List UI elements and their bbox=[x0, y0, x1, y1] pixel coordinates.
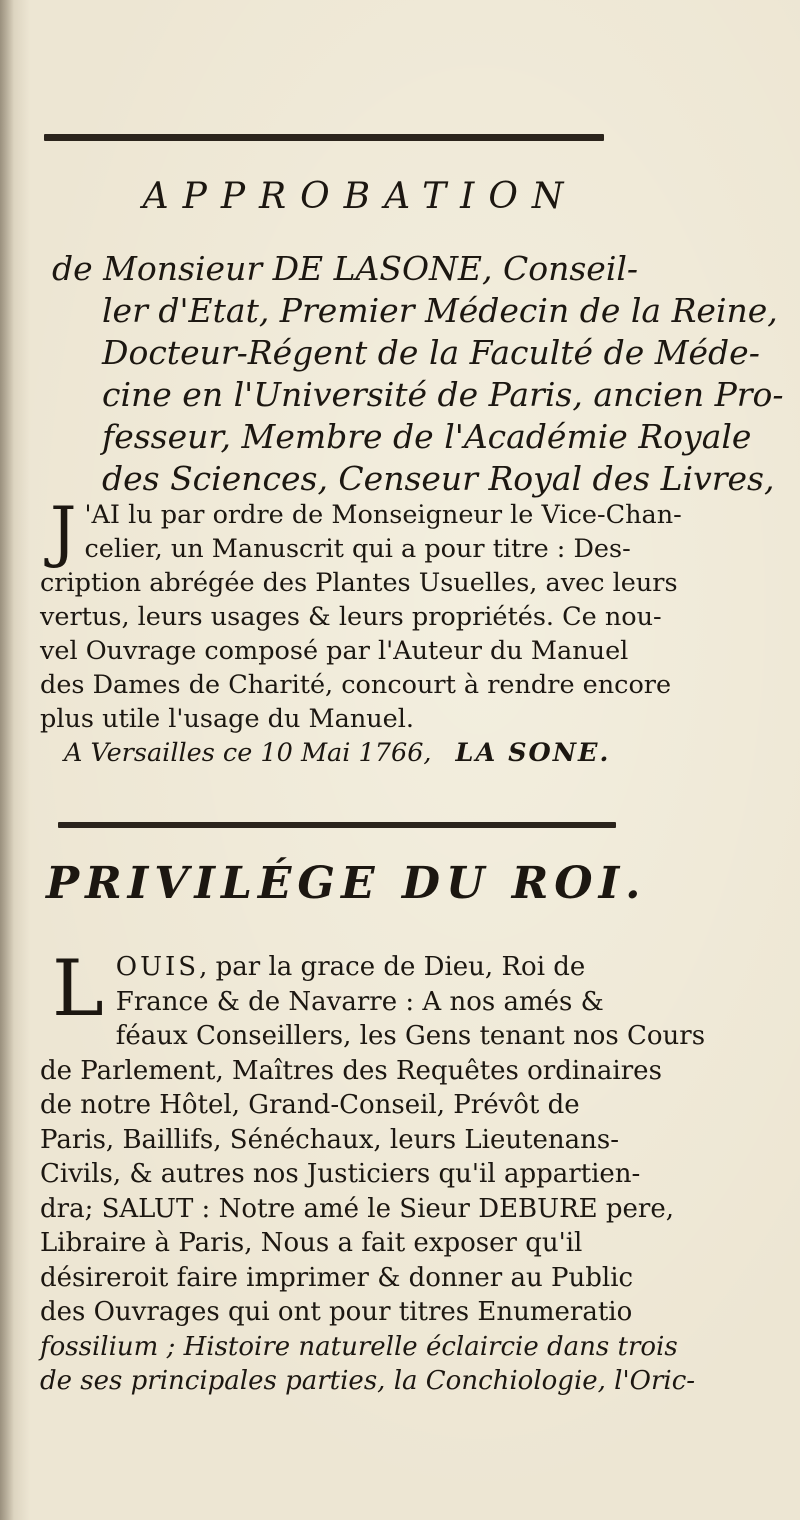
signature-line bbox=[40, 736, 700, 770]
text-line bbox=[40, 950, 700, 985]
text-line-rest: , par la grace de Dieu, Roi de bbox=[199, 952, 586, 982]
text-line: désireroit faire imprimer & donner au Public bbox=[40, 1262, 634, 1293]
text-line: France & de Navarre : A nos amés & bbox=[115, 986, 604, 1017]
text-line: Civils, & autres nos Justiciers qu'il appartien- bbox=[40, 1159, 641, 1189]
page-gutter-shadow bbox=[0, 0, 14, 1520]
text-line: fossilium ; Histoire naturelle éclaircie dans trois bbox=[40, 1331, 678, 1362]
text-line: cription abrégée des Plantes Usuelles, avec leurs bbox=[40, 568, 678, 598]
text-line: plus utile l'usage du Manuel. bbox=[40, 704, 415, 734]
text-line: dra; SALUT : Notre amé le Sieur DEBURE pere, bbox=[40, 1193, 675, 1224]
privilege-text bbox=[40, 944, 706, 1399]
subtitle-line: Docteur-Régent de la Faculté de Méde- bbox=[102, 333, 760, 372]
approbation-heading: APPROBATION bbox=[142, 176, 578, 217]
text-line: des Ouvrages qui ont pour titres Enumeratio bbox=[40, 1297, 633, 1327]
text-line: celier, un Manuscrit qui a pour titre : Des- bbox=[84, 534, 631, 564]
middle-ornamental-rule bbox=[58, 822, 616, 828]
privilege-dropcap: L bbox=[52, 944, 104, 1034]
signature: LA SONE. bbox=[455, 738, 611, 768]
text-line: féaux Conseillers, les Gens tenant nos Cours bbox=[115, 1021, 706, 1051]
text-line: vertus, leurs usages & leurs propriétés. Ce nou- bbox=[40, 602, 662, 632]
text-line: Libraire à Paris, Nous a fait exposer qu'il bbox=[40, 1228, 583, 1258]
subtitle-line: ler d'Etat, Premier Médecin de la Reine, bbox=[102, 291, 778, 330]
top-ornamental-rule bbox=[44, 134, 604, 141]
text-line: 'AI lu par ordre de Monseigneur le Vice-Chan- bbox=[84, 500, 682, 530]
privilege-first-word: OUIS bbox=[115, 952, 200, 982]
privilege-heading: PRIVILÉGE DU ROI. bbox=[46, 858, 647, 909]
text-line: vel Ouvrage composé par l'Auteur du Manuel bbox=[40, 636, 629, 666]
text-line: de notre Hôtel, Grand-Conseil, Prévôt de bbox=[40, 1090, 580, 1120]
approbation-dropcap: J bbox=[50, 493, 77, 570]
place-date: A Versailles ce 10 Mai 1766, bbox=[64, 738, 432, 768]
subtitle-line: de Monsieur DE LASONE, Conseil- bbox=[52, 249, 639, 288]
text-line: de ses principales parties, la Conchiologie, l'Oric- bbox=[40, 1366, 696, 1396]
approbation-subtitle bbox=[52, 248, 784, 500]
subtitle-line: des Sciences, Censeur Royal des Livres, bbox=[102, 459, 775, 498]
text-line: des Dames de Charité, concourt à rendre encore bbox=[40, 670, 672, 700]
text-line: Paris, Baillifs, Sénéchaux, leurs Lieutenans- bbox=[40, 1124, 620, 1155]
approbation-text bbox=[40, 493, 700, 770]
subtitle-line: cine en l'Université de Paris, ancien Pro- bbox=[102, 375, 784, 414]
text-line: de Parlement, Maîtres des Requêtes ordinaires bbox=[40, 1055, 662, 1086]
subtitle-line: fesseur, Membre de l'Académie Royale bbox=[102, 417, 752, 456]
